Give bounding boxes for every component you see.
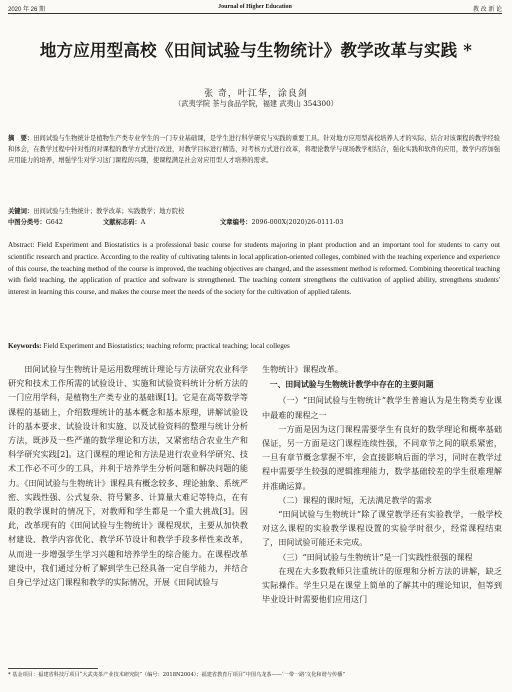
header-rule [8, 13, 502, 14]
subheading-3: （三）“田间试验与生物统计”是一门实践性很强的课程 [278, 551, 473, 562]
authors: 张 奇，叶江华，涂良剑 [204, 89, 308, 99]
keywords-cn-label: 关键词： [8, 208, 34, 215]
doc-value: A [140, 219, 146, 226]
keywords-en [8, 342, 500, 350]
keywords-en-label: Keywords: [8, 342, 42, 350]
abstract-cn-label: 摘 要： [8, 135, 34, 142]
paragraph-1: 一方面是因为这门课程需要学生有良好的数学理论和概率基础保证，另一方面是这门课程连续性强，不同章节之间的联系紧密，一旦有章节概念掌握不牢，会直接影响后面的学习，同时在教学过程中需要学生较强的逻辑推理能力，数学基础较差的学生很难理解并准确运算。 [262, 423, 502, 491]
paragraph-2: “田间试验与生物统计”除了课堂教学还有实验教学，一般学校对这么课程的实验教学课程设置的实验学时很少，经常课程结束了，田间试验可能还未完成。 [262, 509, 502, 548]
paragraph-3: 在现在大多数教师只注重统计的原理和分析方法的讲解，缺乏实际操作。学生只是在课堂上简单的了解其中的理论知识，但等到毕业设计时需要他们应用这门 [262, 565, 502, 605]
body-paragraph: 田间试验与生物统计是运用数理统计理论与方法研究农业科学研究和技术工作所需的试验设计、实施和试验资料统计分析方法的一门应用学科，是植物生产类专业的基础课[1]。它是在高等数学等课程的基础上，介绍数理统计的基本概念和基本原理，讲解试验设计的基本要求、试验设计和实施、以及试验资料的整理与统计分析方法，既涉及一些严谨的数学理论和方法，又紧密结合农业生产和科学研究实践[2]。这门课程的理论和方法是进行农业科学研究、技术工作必不可少的工具，并利于培养学生分析问题和解决问题的能力。《田间试验与生物统计》课程具有概念较多、理论抽象、系统严密、实践性强、公式复杂、符号繁多、计算量大难记等特点，在有限的教学课时的情况下，对教师和学生都是一个重大挑战[3]。因此，改革现有的《田间试验与生物统计》课程现状，主要从加快教材建设、教学内容优化、教学环节设计和教学手段多样性来改革，从而进一步增强学生学习兴趣和培养学生的综合能力。在课程改革建设中，我们通过分析了解到学生已经具备一定自学能力，并结合自身已学过这门课程和教学的实际情况，开展《田间试验与 [8, 364, 248, 588]
keywords-cn [8, 206, 500, 217]
subheading-1: （一）“田间试验与生物统计”教学生普遍认为是生物类专业课中最难的课程之一 [262, 395, 502, 420]
id-value: 2096-000X(2020)26-0111-03 [251, 219, 344, 226]
meta-block [8, 206, 500, 226]
affiliation: （武夷学院 茶与食品学院，福建 武夷山 354300） [174, 99, 338, 108]
abstract-cn-text: 田间试验与生物统计是植物生产类专业学生的一门专业基础课，是学生进行科学研究与实践的重要工具。针对地方应用型高校培养人才的实际，结合对该课程的教学经验和体会，在教学过程中针对性的对课程的教学方式进行改进，对教学目标进行精选，对考核方式进行改革，将理论教学与现场教学相结合，强化实践和软件的应用，教学内容加强应用能力的培养，增强学生对学习这门课程的兴趣，使课程满足社会对应用型人才培养的需求。 [8, 135, 501, 165]
doc-code [103, 217, 145, 228]
clc-value: G642 [45, 219, 63, 226]
keywords-en-text: Field Experiment and Biostatistics; teaching reform; practical teaching; local colleges [41, 342, 290, 350]
id-label: 文章编号： [220, 219, 252, 226]
footnote-rule [8, 668, 98, 669]
body-column-right [262, 362, 502, 606]
journal-name: Journal of Higher Education [218, 4, 292, 10]
abstract-en: Abstract: Field Experiment and Biostatistics is a professional basic course for students majoring in plant production and an important tool for students to carry out scientific research and practice. According to the reality of cultivating talents in local application-oriented colleges, combined with the teaching experience and experience of this course, the teaching method of the course is improved, the teaching objectives are changed, and the assessment method is reformed. Combining theoretical teaching with field teaching, the application of practice and software is strengthened. The teaching content strengthens the cultivation of applied ability, strengthens students' interest in learning this course, and makes the course meet the needs of the society for the cultivation of applied talents. [8, 241, 500, 297]
doc-label: 文献标志码： [103, 219, 141, 226]
issue-label: 2020 年 26 期 [8, 7, 46, 13]
article-id [220, 217, 343, 228]
clc-label: 中图分类号： [8, 219, 46, 226]
abstract-cn [8, 133, 500, 167]
subheading-2: （二）课程的课时短，无法满足教学的需求 [278, 494, 432, 505]
paper-title: 地方应用型高校《田间试验与生物统计》教学改革与实践 * [39, 41, 473, 60]
section-heading: 一、田间试验与生物统计教学中存在的主要问题 [269, 380, 434, 390]
clc-number [8, 217, 63, 228]
column-name: 教 改 新 论 [472, 7, 502, 13]
body-column-left [8, 362, 248, 589]
footnote: * 基金项目：福建省科技厅项目“大武夷茶产业技术研究院”（编号：2018N2004）；福建省教育厅项目“中国乌龙茶——‘一带一路’文化和谐与传播” [8, 672, 345, 678]
keywords-cn-text: 田间试验与生物统计；教学改革；实践教学；地方院校 [33, 208, 185, 215]
body-lead: 生物统计》课程改革。 [262, 364, 343, 374]
